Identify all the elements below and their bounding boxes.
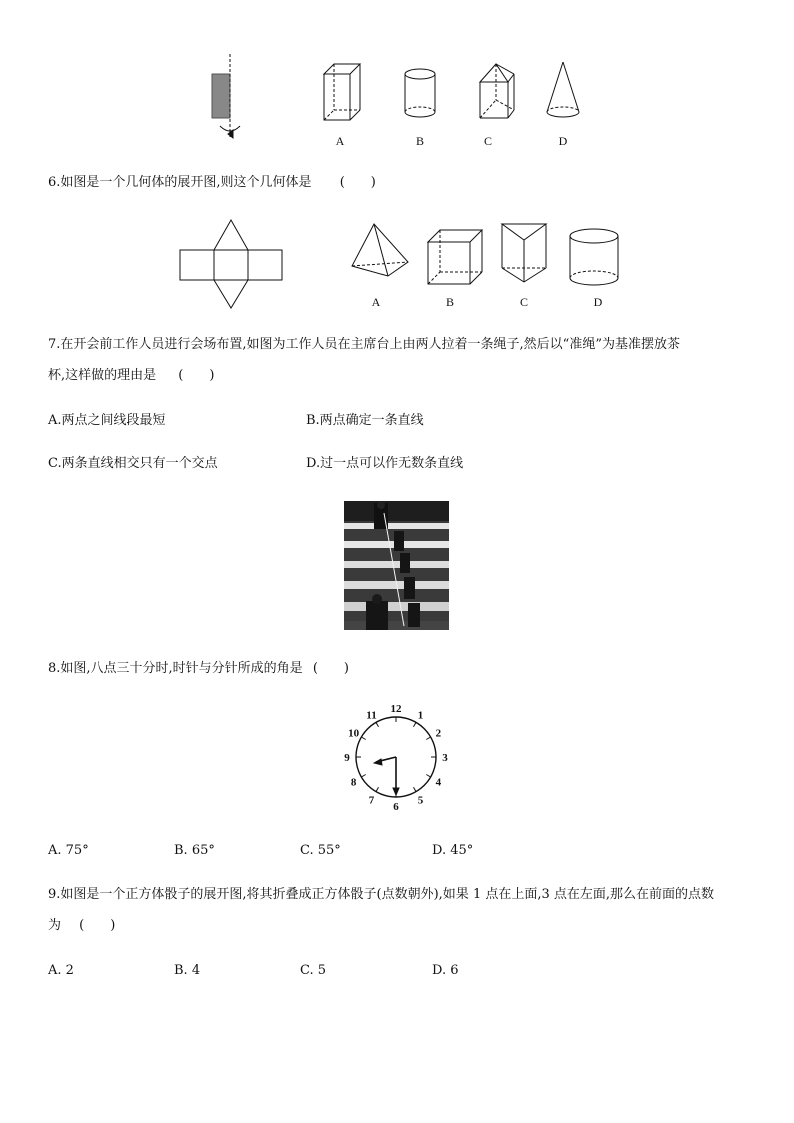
q9-option-b: B. 4: [174, 963, 201, 978]
q8-clock-diagram: [343, 703, 453, 813]
clock-minute-hand-arrow: [393, 788, 399, 795]
q7-option-d: D.过一点可以作无数条直线: [306, 456, 464, 471]
clock-number-3: 3: [442, 752, 448, 764]
q8-option-c: C. 55°: [300, 843, 341, 858]
q9-answer-bracket: ( ): [79, 918, 116, 933]
clock-number-2: 2: [435, 727, 442, 740]
clock-hour-hand-arrow: [374, 759, 382, 765]
q6-label-d: D: [593, 295, 603, 309]
clock-number-11: 11: [366, 709, 377, 722]
top-option-a-prism: [318, 60, 368, 130]
q8-stem: [48, 659, 349, 679]
clock-number-12: 12: [390, 703, 402, 715]
rotation-figure: [200, 50, 260, 150]
q6-label-c: C: [519, 295, 528, 309]
q7-conference-photo: [344, 501, 449, 630]
clock-tick: [361, 737, 365, 740]
q7-answer-bracket: ( ): [178, 368, 215, 383]
clock-tick: [361, 775, 365, 778]
clock-tick: [376, 787, 379, 791]
clock-number-5: 5: [417, 794, 424, 807]
clock-tick: [426, 775, 430, 778]
q9-stem-line1: 9.如图是一个正方体骰子的展开图,将其折叠成正方体骰子(点数朝外),如果 1 点在上面,3 点在左面,那么在前面的点数: [48, 887, 715, 902]
clock-tick: [414, 787, 417, 791]
q7-option-b: B.两点确定一条直线: [306, 413, 424, 428]
clock-number-6: 6: [393, 801, 399, 813]
q9-stem-line2: [48, 916, 115, 936]
q6-stem: [48, 173, 376, 193]
top-label-c: C: [483, 134, 492, 148]
clock-number-7: 7: [368, 794, 375, 807]
q8-answer-bracket: ( ): [312, 661, 349, 676]
q6-option-b-cube: [424, 228, 484, 293]
q6-label-a: A: [371, 295, 381, 309]
q6-answer-bracket: ( ): [339, 175, 376, 190]
clock-number-8: 8: [350, 776, 357, 789]
q6-label-b: B: [445, 295, 454, 309]
q9-option-a: A. 2: [48, 963, 74, 978]
q8-option-d: D. 45°: [432, 843, 474, 858]
clock-number-9: 9: [344, 752, 350, 764]
q6-net-diagram: [180, 218, 290, 313]
top-option-c-triangular-prism: [474, 60, 524, 130]
q6-option-a-pyramid: [350, 222, 410, 287]
q6-option-d-cylinder: [568, 228, 628, 293]
q7-option-c: C.两条直线相交只有一个交点: [48, 456, 218, 471]
clock-tick: [414, 722, 417, 726]
q8-option-a: A. 75°: [48, 843, 89, 858]
clock-tick: [426, 737, 430, 740]
q7-option-a: A.两点之间线段最短: [48, 413, 166, 428]
top-label-d: D: [558, 134, 568, 148]
top-label-b: B: [415, 134, 424, 148]
clock-tick: [376, 722, 379, 726]
q7-stem-line2-text: 杯,这样做的理由是: [48, 368, 157, 383]
clock-number-1: 1: [417, 709, 424, 722]
q7-stem-line2: [48, 366, 214, 386]
q7-stem-line1: 7.在开会前工作人员进行会场布置,如图为工作人员在主席台上由两人拉着一条绳子,然后以“准绳”为基准摆放茶: [48, 337, 680, 352]
clock-number-4: 4: [435, 776, 442, 789]
top-option-d-cone: [543, 60, 587, 130]
clock-number-10: 10: [348, 727, 360, 740]
top-option-b-cylinder: [400, 66, 444, 126]
q6-stem-text: 6.如图是一个几何体的展开图,则这个几何体是: [48, 175, 312, 190]
q8-stem-text: 8.如图,八点三十分时,时针与分针所成的角是: [48, 661, 303, 676]
q9-stem-line2-text: 为: [48, 918, 62, 933]
top-label-a: A: [335, 134, 345, 148]
q9-option-d: D. 6: [432, 963, 459, 978]
q6-option-c-triangular-prism: [498, 220, 558, 285]
q9-option-c: C. 5: [300, 963, 327, 978]
q8-option-b: B. 65°: [174, 843, 215, 858]
